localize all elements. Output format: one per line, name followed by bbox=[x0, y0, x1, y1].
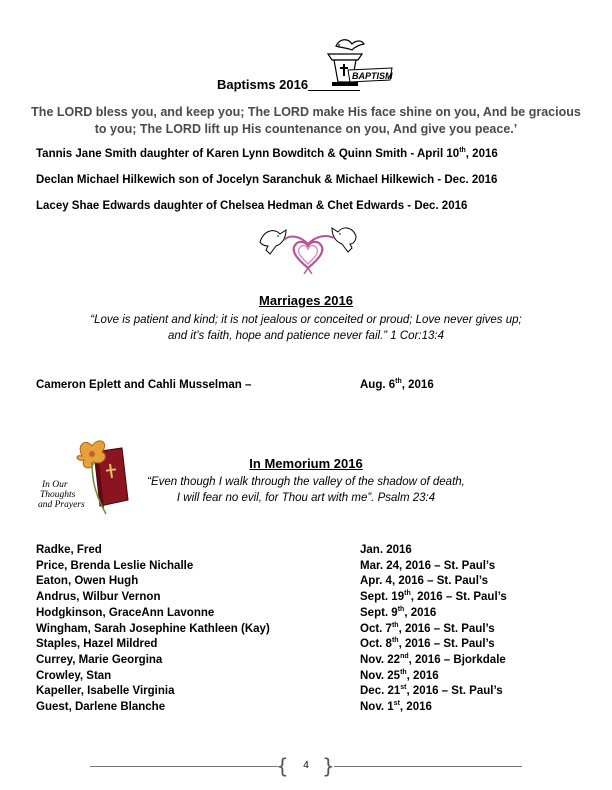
footer-bracket-left: { bbox=[276, 754, 289, 778]
baptism-entry-text: Tannis Jane Smith daughter of Karen Lynn Bowditch & Quinn Smith - April 10 bbox=[36, 148, 460, 160]
memoriam-name: Andrus, Wilbur Vernon bbox=[36, 591, 161, 604]
page-number: 4 bbox=[303, 760, 309, 771]
memoriam-name: Price, Brenda Leslie Nichalle bbox=[36, 559, 194, 572]
memoriam-date: Mar. 24, 2016 – St. Paul’s bbox=[360, 559, 496, 572]
marriage-quote-line: “Love is patient and kind; it is not jealous or conceited or proud; Love never gives up; bbox=[90, 314, 522, 326]
marriage-date-text: Aug. 6 bbox=[360, 379, 396, 391]
memoriam-date: Oct. 8th, 2016 – St. Paul’s bbox=[360, 637, 495, 651]
svg-text:BAPTISM: BAPTISM bbox=[352, 71, 393, 81]
baptisms-heading-text: Baptisms 2016 bbox=[217, 77, 309, 92]
baptism-entry-text: Lacey Shae Edwards daughter of Chelsea Hedman & Chet Edwards - Dec. 2016 bbox=[36, 200, 468, 212]
list-item bbox=[36, 606, 556, 622]
memoriam-name: Staples, Hazel Mildred bbox=[36, 638, 158, 651]
memoriam-date: Sept. 19th, 2016 – St. Paul’s bbox=[360, 590, 507, 604]
memoriam-name: Guest, Darlene Blanche bbox=[36, 701, 166, 714]
doves-heart-graphic bbox=[256, 224, 360, 274]
memoriam-date: Dec. 21st, 2016 – St. Paul’s bbox=[360, 684, 503, 698]
marriage-quote-line: and it’s faith, hope and patience never fail.” 1 Cor:13:4 bbox=[168, 330, 444, 342]
list-item bbox=[36, 684, 556, 700]
memoriam-date: Oct. 7th, 2016 – St. Paul’s bbox=[360, 621, 495, 635]
card-caption bbox=[36, 480, 85, 510]
list-item bbox=[36, 637, 556, 653]
list-item bbox=[36, 669, 556, 685]
marriages-heading: Marriages 2016 bbox=[259, 293, 353, 308]
footer-rule-right bbox=[334, 766, 522, 767]
memoriam-name: Radke, Fred bbox=[36, 544, 102, 556]
memoriam-name: Eaton, Owen Hugh bbox=[36, 575, 139, 588]
memoriam-date: Nov. 25th, 2016 bbox=[360, 668, 439, 682]
baptism-verse-line: to you; The LORD lift up His countenance on you, And give you peace.’ bbox=[94, 122, 518, 136]
memoriam-name: Kapeller, Isabelle Virginia bbox=[36, 685, 175, 698]
memoriam-quote-line: “Even though I walk through the valley of the shadow of death, bbox=[147, 476, 465, 488]
baptism-entry bbox=[36, 148, 498, 160]
memoriam-quote-line: I will fear no evil, for Thou art with me”. Psalm 23:4 bbox=[176, 492, 436, 504]
baptisms-heading bbox=[217, 77, 360, 92]
list-item bbox=[36, 590, 556, 606]
list-item bbox=[36, 653, 556, 669]
marriage-date-text: , 2016 bbox=[401, 379, 434, 391]
memoriam-name: Crowley, Stan bbox=[36, 669, 112, 682]
marriage-entry-names: Cameron Eplett and Cahli Musselman – bbox=[36, 379, 252, 391]
baptism-entry bbox=[36, 174, 497, 186]
baptism-entry-text: , 2016 bbox=[465, 148, 498, 160]
list-item bbox=[36, 559, 556, 575]
baptism-verse-line: The LORD bless you, and keep you; The LORD make His face shine on you, And be gracious bbox=[31, 105, 581, 119]
marriage-date-sup: th bbox=[395, 378, 402, 385]
memoriam-quote bbox=[120, 474, 492, 506]
baptism-entry-text: Declan Michael Hilkewich son of Jocelyn Saranchuk & Michael Hilkewich - Dec. 2016 bbox=[36, 174, 498, 186]
marriage-entry-date bbox=[360, 379, 434, 391]
list-item bbox=[36, 700, 556, 716]
list-item bbox=[36, 622, 556, 638]
memoriam-name: Currey, Marie Georgina bbox=[36, 653, 163, 666]
memoriam-date: Sept. 9th, 2016 bbox=[360, 605, 437, 619]
baptism-verse bbox=[20, 104, 592, 138]
list-item bbox=[36, 543, 556, 559]
card-caption-line: In Our bbox=[42, 480, 68, 490]
doves-heart-icon bbox=[256, 224, 360, 274]
card-caption-line: and Prayers bbox=[38, 500, 85, 510]
marriage-quote bbox=[40, 312, 572, 344]
memoriam-heading: In Memorium 2016 bbox=[249, 456, 363, 471]
memoriam-list bbox=[36, 543, 556, 716]
footer-rule-left bbox=[90, 766, 278, 767]
memoriam-date: Nov. 22nd, 2016 – Bjorkdale bbox=[360, 652, 506, 666]
footer-bracket-right: } bbox=[322, 754, 335, 778]
memoriam-date: Nov. 1st, 2016 bbox=[360, 700, 432, 714]
memoriam-date: Jan. 2016 bbox=[360, 544, 412, 556]
memoriam-date: Apr. 4, 2016 – St. Paul’s bbox=[360, 575, 489, 588]
baptism-entry-sup: th bbox=[459, 147, 466, 154]
card-caption-line: Thoughts bbox=[40, 490, 76, 500]
memoriam-name: Hodgkinson, GraceAnn Lavonne bbox=[36, 606, 215, 619]
memoriam-name: Wingham, Sarah Josephine Kathleen (Kay) bbox=[36, 622, 270, 635]
baptism-entry bbox=[36, 200, 467, 212]
list-item bbox=[36, 574, 556, 590]
